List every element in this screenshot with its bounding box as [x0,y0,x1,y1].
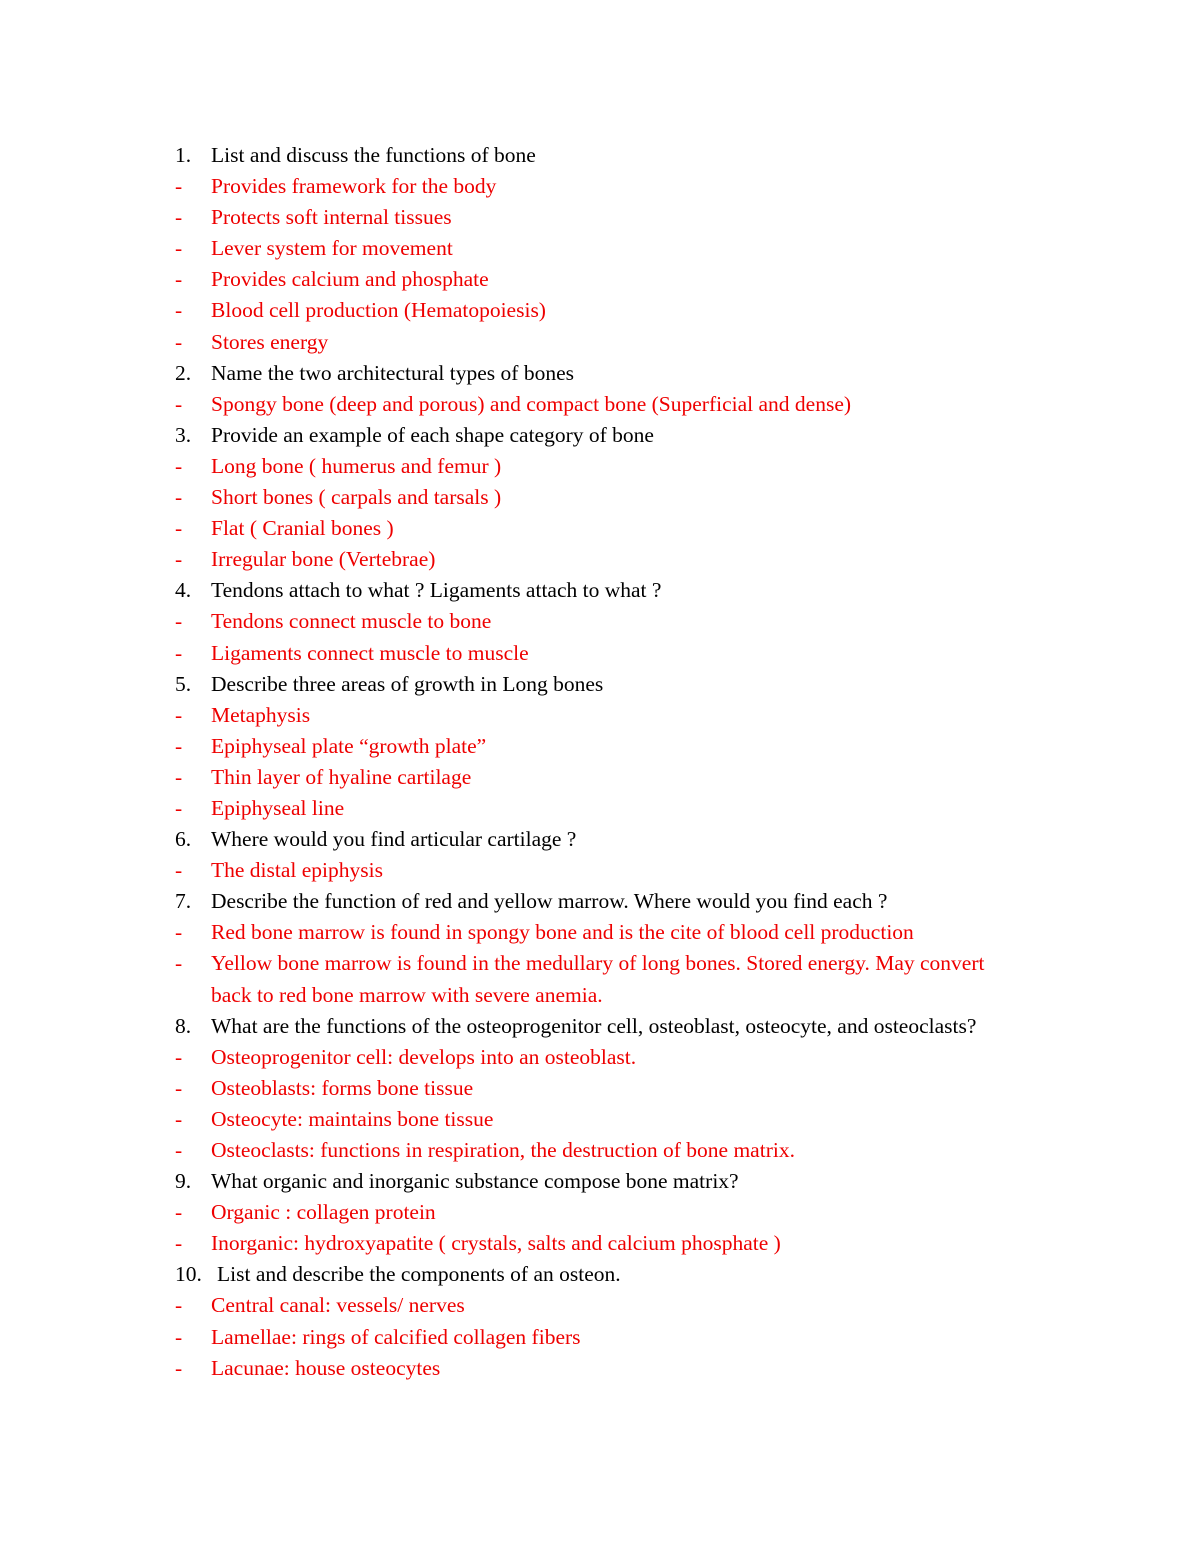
answer-text: Osteoblasts: forms bone tissue [211,1075,474,1100]
answer-line [0,1228,1200,1259]
answer-text: Flat ( Cranial bones ) [211,516,394,541]
question-number: 6. [175,827,192,852]
answer-text: Thin layer of hyaline cartilage [211,764,472,789]
question-line [0,1259,1200,1290]
question-text: Where would you find articular cartilage ? [211,827,577,852]
bullet-dash: - [175,1200,183,1225]
bullet-dash: - [175,453,183,478]
question-text: List and describe the components of an osteon. [217,1262,621,1287]
answer-text: Osteoprogenitor cell: develops into an osteoblast. [211,1044,637,1069]
question-number: 7. [175,889,192,914]
answer-line [0,1322,1200,1353]
answer-line [0,1197,1200,1228]
answer-text: Lamellae: rings of calcified collagen fibers [211,1324,581,1349]
question-line [0,358,1200,389]
answer-line [0,233,1200,264]
answer-line [0,171,1200,202]
bullet-dash: - [175,329,183,354]
question-text: List and discuss the functions of bone [211,143,536,167]
question-number: 1. [175,143,192,167]
bullet-dash: - [175,485,183,510]
bullet-dash: - [175,609,183,634]
answer-text: Provides framework for the body [211,174,497,199]
answer-line [0,482,1200,513]
answer-line [0,980,1200,1011]
bullet-dash: - [175,1231,183,1256]
question-number: 3. [175,422,192,447]
bullet-dash: - [175,547,183,572]
question-text: Describe three areas of growth in Long bones [211,671,604,696]
answer-line [0,700,1200,731]
question-line [0,420,1200,451]
answer-text: Blood cell production (Hematopoiesis) [211,298,546,323]
answer-text: Lacunae: house osteocytes [211,1355,441,1380]
bullet-dash: - [175,1075,183,1100]
answer-text: Spongy bone (deep and porous) and compact bone (Superficial and dense) [211,391,852,416]
answer-line [0,731,1200,762]
answer-text: Epiphyseal plate “growth plate” [211,733,487,758]
answer-text: Metaphysis [211,702,311,727]
answer-text: Osteoclasts: functions in respiration, the destruction of bone matrix. [211,1138,795,1162]
answer-text: The distal epiphysis [211,858,383,883]
question-text: Provide an example of each shape category of bone [211,422,654,447]
answer-text: Inorganic: hydroxyapatite ( crystals, salts and calcium phosphate ) [211,1231,781,1256]
bullet-dash: - [175,733,183,758]
answer-text: Lever system for movement [211,236,453,261]
question-number: 4. [175,578,192,603]
bullet-dash: - [175,391,183,416]
answer-line [0,1135,1200,1166]
bullet-dash: - [175,1138,183,1162]
bullet-dash: - [175,795,183,820]
bullet-dash: - [175,920,183,945]
answer-text: Organic : collagen protein [211,1200,436,1225]
answer-text: Long bone ( humerus and femur ) [211,453,502,478]
question-number: 5. [175,671,192,696]
bullet-dash: - [175,764,183,789]
question-number: 10. [175,1262,202,1287]
question-text: What are the functions of the osteoprogenitor cell, osteoblast, osteocyte, and osteoclasts? [211,1013,977,1038]
bullet-dash: - [175,298,183,323]
document-body [0,140,1200,1384]
question-number: 9. [175,1169,192,1194]
answer-text: Central canal: vessels/ nerves [211,1293,465,1318]
answer-line [0,855,1200,886]
question-line [0,824,1200,855]
answer-text: Red bone marrow is found in spongy bone and is the cite of blood cell production [211,920,914,945]
question-number: 8. [175,1013,192,1038]
answer-line [0,1073,1200,1104]
bullet-dash: - [175,205,183,230]
question-text: Tendons attach to what ? Ligaments attach to what ? [211,578,662,603]
question-text: Name the two architectural types of bones [211,360,574,385]
answer-line [0,606,1200,637]
answer-line [0,917,1200,948]
question-text: Describe the function of red and yellow marrow. Where would you find each ? [211,889,888,914]
answer-line [0,451,1200,482]
question-number: 2. [175,360,192,385]
bullet-dash: - [175,174,183,199]
bullet-dash: - [175,267,183,292]
bullet-dash: - [175,702,183,727]
bullet-dash: - [175,1355,183,1380]
answer-line [0,1353,1200,1384]
answer-text: Epiphyseal line [211,795,345,820]
answer-line [0,793,1200,824]
bullet-dash: - [175,1293,183,1318]
bullet-dash: - [175,1106,183,1131]
question-text: What organic and inorganic substance compose bone matrix? [211,1169,739,1194]
question-line [0,575,1200,606]
answer-text: Short bones ( carpals and tarsals ) [211,485,502,510]
answer-line [0,948,1200,979]
question-line [0,1011,1200,1042]
answer-text: Irregular bone (Vertebrae) [211,547,436,572]
answer-text: Stores energy [211,329,329,354]
answer-line [0,295,1200,326]
answer-text: Protects soft internal tissues [211,205,452,230]
answer-line [0,327,1200,358]
answer-text: Provides calcium and phosphate [211,267,489,292]
bullet-dash: - [175,951,183,976]
answer-text: Osteocyte: maintains bone tissue [211,1106,494,1131]
answer-text: Tendons connect muscle to bone [211,609,492,634]
question-line [0,886,1200,917]
question-line [0,1166,1200,1197]
bullet-dash: - [175,858,183,883]
answer-line [0,1042,1200,1073]
answer-line [0,638,1200,669]
question-line [0,669,1200,700]
answer-line [0,1290,1200,1321]
bullet-dash: - [175,1324,183,1349]
answer-line [0,1104,1200,1135]
bullet-dash: - [175,1044,183,1069]
answer-text: Yellow bone marrow is found in the medullary of long bones. Stored energy. May convert [211,951,985,976]
bullet-dash: - [175,516,183,541]
answer-line [0,389,1200,420]
bullet-dash: - [175,640,183,665]
answer-text: Ligaments connect muscle to muscle [211,640,529,665]
answer-text: back to red bone marrow with severe anemia. [211,982,603,1007]
answer-line [0,513,1200,544]
question-line [0,140,1200,171]
bullet-dash: - [175,236,183,261]
answer-line [0,202,1200,233]
answer-line [0,544,1200,575]
answer-line [0,762,1200,793]
answer-line [0,264,1200,295]
